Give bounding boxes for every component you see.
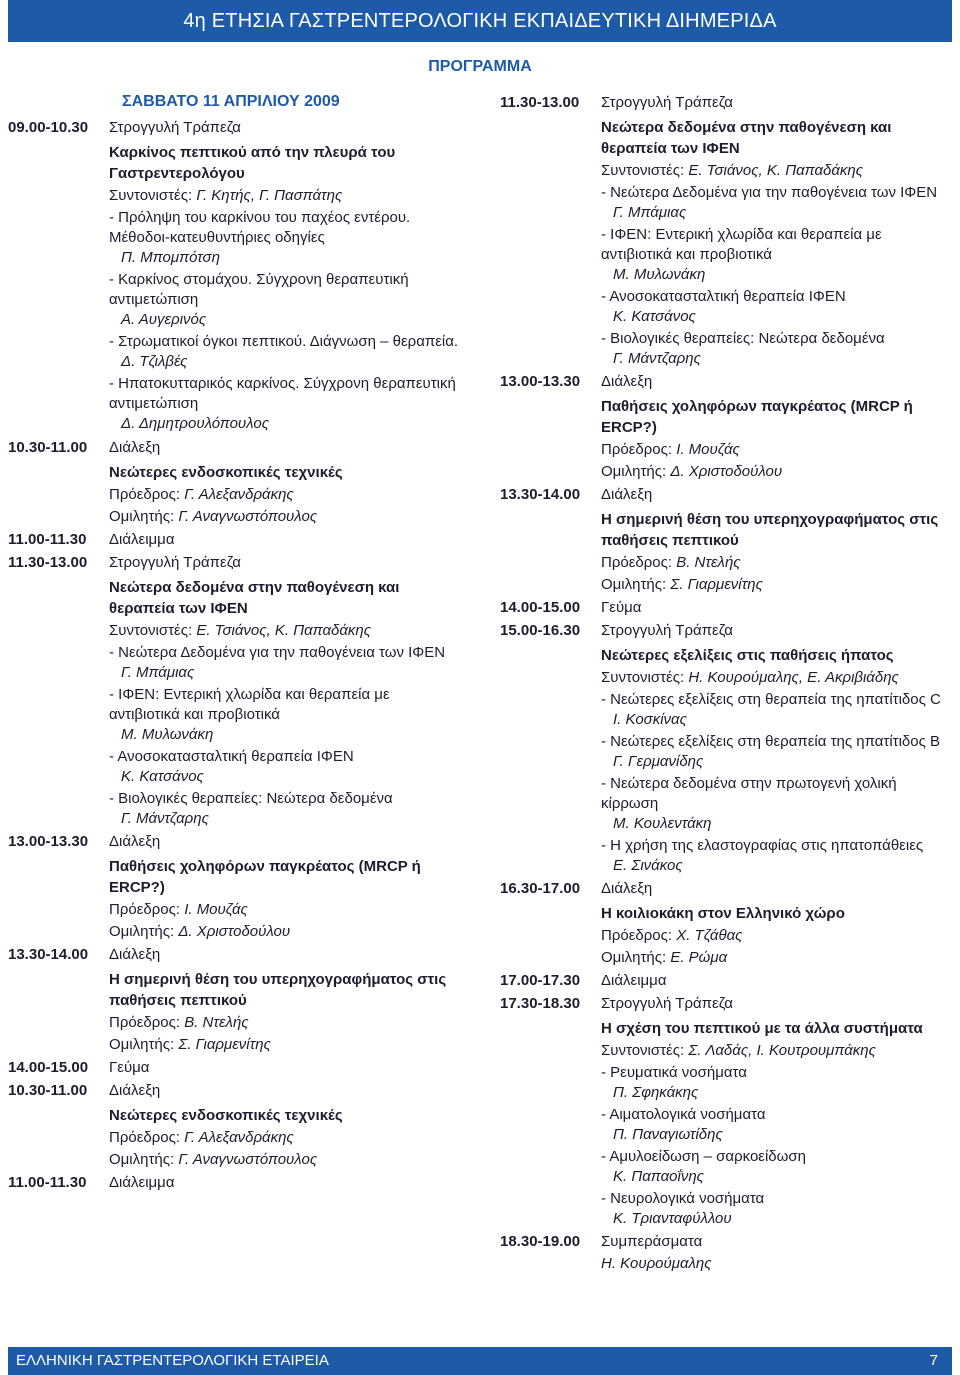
session-type: Στρογγυλή Τράπεζα: [601, 622, 733, 639]
session-body: [601, 879, 954, 968]
role-name: Β. Ντελής: [184, 1014, 249, 1031]
session-body: [601, 598, 954, 618]
talk-item: [109, 747, 464, 787]
talk-item: [109, 270, 464, 330]
role-name: Ι. Μουζάς: [184, 901, 248, 918]
role-label: Ομιλητής:: [601, 463, 667, 480]
session-body: [601, 93, 954, 369]
time-slot: 14.00-15.00: [500, 599, 581, 616]
role-name: Δ. Χριστοδούλου: [178, 923, 291, 940]
schedule-entry: [8, 832, 464, 942]
session-title: Η σημερινή θέση του υπερηχογραφήματος στις παθήσεις πεπτικού: [601, 511, 939, 549]
time-slot: 13.00-13.30: [500, 373, 581, 390]
session-body: [601, 971, 954, 991]
talk-item: [601, 836, 954, 876]
talk-item: [601, 732, 954, 772]
session-type: Συμπεράσματα: [601, 1233, 703, 1250]
talk-title: - Πρόληψη του καρκίνου του παχέος εντέρου. Μέθοδοι-κατευθυντήριες οδηγίες: [109, 209, 411, 246]
talk-speaker: Κ. Κατσάνος: [613, 308, 696, 325]
talk-title: - ΙΦΕΝ: Εντερική χλωρίδα και θεραπεία με αντιβιοτικά και προβιοτικά: [109, 686, 390, 723]
session-type: Στρογγυλή Τράπεζα: [109, 554, 241, 571]
session-body: [109, 553, 464, 829]
session-body: [109, 118, 464, 434]
session-type: Διάλεξη: [601, 486, 653, 503]
time-slot: 09.00-10.30: [8, 119, 89, 136]
talk-item: [601, 774, 954, 834]
session-body: [109, 1081, 464, 1170]
schedule-entry: [8, 118, 464, 434]
talk-title: - ΙΦΕΝ: Εντερική χλωρίδα και θεραπεία με αντιβιοτικά και προβιοτικά: [601, 226, 882, 263]
time-slot: 13.30-14.00: [500, 486, 581, 503]
session-role: [109, 1128, 464, 1148]
talk-title: - Καρκίνος στομάχου. Σύγχρονη θεραπευτική αντιμετώπιση: [109, 271, 409, 308]
role-name: Ε. Τσιάνος, Κ. Παπαδάκης: [688, 162, 864, 179]
talk-item: [601, 1147, 954, 1187]
talk-speaker: Ε. Σινάκος: [613, 857, 683, 874]
role-name: Β. Ντελής: [676, 554, 741, 571]
talk-speaker: Π. Παναγιωτίδης: [613, 1126, 723, 1143]
talk-title: - Βιολογικές θεραπείες: Νεώτερα δεδομένα: [109, 790, 393, 807]
role-label: Ομιλητής:: [109, 923, 175, 940]
role-name: Γ. Αλεξανδράκης: [184, 1129, 294, 1146]
talk-speaker: Π. Σφηκάκης: [613, 1084, 699, 1101]
schedule-entry: [8, 553, 464, 829]
time-slot: 11.30-13.00: [500, 94, 580, 111]
session-type: Διάλεξη: [109, 439, 161, 456]
talk-item: [601, 1189, 954, 1229]
session-title: Καρκίνος πεπτικού από την πλευρά του Γαστρεντερολόγου: [109, 144, 396, 182]
session-body: [601, 994, 954, 1229]
talk-title: - Ανοσοκατασταλτική θεραπεία ΙΦΕΝ: [109, 748, 354, 765]
right-column: [500, 93, 954, 1274]
session-type: Διάλειμμα: [109, 1174, 175, 1191]
session-type: Διάλεξη: [601, 880, 653, 897]
role-name: Γ. Αλεξανδράκης: [184, 486, 294, 503]
role-label: Πρόεδρος:: [109, 1014, 181, 1031]
time-slot: 14.00-15.00: [8, 1059, 89, 1076]
time-slot: 18.30-19.00: [500, 1233, 581, 1250]
session-title: Νεώτερα δεδομένα στην παθογένεση και θεραπεία των ΙΦΕΝ: [109, 579, 400, 617]
session-role: [601, 161, 954, 181]
role-name: Η. Κουρούμαλης, Ε. Ακριβιάδης: [688, 669, 899, 686]
session-type: Στρογγυλή Τράπεζα: [601, 94, 733, 111]
time-slot: 10.30-11.00: [8, 439, 88, 456]
talk-item: [109, 789, 464, 829]
schedule-entry: [500, 994, 954, 1229]
talk-speaker: Γ. Μπάμιας: [121, 664, 195, 681]
role-name: Ε. Τσιάνος, Κ. Παπαδάκης: [196, 622, 372, 639]
schedule-entry: [8, 1081, 464, 1170]
role-label: Πρόεδρος:: [601, 554, 673, 571]
session-type: Στρογγυλή Τράπεζα: [109, 119, 241, 136]
session-title: Η σημερινή θέση του υπερηχογραφήματος στις παθήσεις πεπτικού: [109, 971, 447, 1009]
session-title: Νεώτερα δεδομένα στην παθογένεση και θεραπεία των ΙΦΕΝ: [601, 119, 892, 157]
day-heading: ΣΑΒΒΑΤΟ 11 ΑΠΡΙΛΙΟΥ 2009: [122, 93, 340, 110]
session-role: [601, 462, 954, 482]
role-name: Σ. Λαδάς, Ι. Κουτρουμπάκης: [688, 1042, 876, 1059]
talk-item: [601, 1063, 954, 1103]
session-body: [601, 485, 954, 595]
talk-item: [601, 183, 954, 223]
talk-title: - Νεώτερες εξελίξεις στη θεραπεία της ηπατίτιδος C: [601, 691, 941, 708]
talk-speaker: Κ. Κατσάνος: [121, 768, 204, 785]
page-number: 7: [929, 1352, 938, 1369]
talk-title: - Νεώτερες εξελίξεις στη θεραπεία της ηπατίτιδος B: [601, 733, 941, 750]
talk-item: [601, 287, 954, 327]
role-label: Συντονιστές:: [109, 622, 193, 639]
time-slot: 15.00-16.30: [500, 622, 581, 639]
session-role: [601, 948, 954, 968]
session-role: [109, 621, 464, 641]
talk-title: - Ανοσοκατασταλτική θεραπεία ΙΦΕΝ: [601, 288, 846, 305]
session-type: Διάλεξη: [109, 833, 161, 850]
talk-item: [109, 208, 464, 268]
session-role: [109, 507, 464, 527]
talk-speaker: Ι. Κοσκίνας: [613, 711, 687, 728]
talk-title: - Νεώτερα δεδομένα στην πρωτογενή χολική κίρρωση: [601, 775, 897, 812]
role-name: Ι. Μουζάς: [676, 441, 740, 458]
session-role: [601, 440, 954, 460]
time-slot: 11.30-13.00: [8, 554, 88, 571]
talk-speaker: Α. Αυγερινός: [121, 311, 207, 328]
session-type: Γεύμα: [601, 599, 642, 616]
talk-speaker: Δ. Δημητρουλόπουλος: [121, 415, 269, 432]
talk-title: - Νευρολογικά νοσήματα: [601, 1190, 765, 1207]
talk-title: - Ρευματικά νοσήματα: [601, 1064, 747, 1081]
session-title: Παθήσεις χοληφόρων παγκρέατος (MRCP ή ERCP?): [109, 858, 421, 896]
session-role: [601, 575, 954, 595]
time-slot: 13.00-13.30: [8, 833, 89, 850]
session-role: [601, 553, 954, 573]
session-type: Στρογγυλή Τράπεζα: [601, 995, 733, 1012]
session-body: [601, 621, 954, 876]
session-title: Παθήσεις χοληφόρων παγκρέατος (MRCP ή ERCP?): [601, 398, 913, 436]
schedule-entry: [500, 93, 954, 369]
talk-speaker: Δ. Τζιλβές: [121, 353, 188, 370]
talk-speaker: Γ. Μπάμιας: [613, 204, 687, 221]
schedule-entry: [8, 530, 464, 550]
session-type: Διάλεξη: [601, 373, 653, 390]
program-heading: ΠΡΟΓΡΑΜΜΑ: [428, 58, 532, 75]
session-role: [601, 668, 954, 688]
session-title: Νεώτερες εξελίξεις στις παθήσεις ήπατος: [601, 647, 894, 664]
schedule-entry: [8, 438, 464, 527]
role-label: Πρόεδρος:: [109, 1129, 181, 1146]
session-role: [601, 926, 954, 946]
schedule-entry: [500, 971, 954, 991]
session-body: [601, 1232, 954, 1274]
talk-title: - Αιματολογικά νοσήματα: [601, 1106, 766, 1123]
session-type: Διάλειμμα: [109, 531, 175, 548]
schedule-entry: [8, 1058, 464, 1078]
talk-title: - Νεώτερα Δεδομένα για την παθογένεια των ΙΦΕΝ: [601, 184, 938, 201]
time-slot: 11.00-11.30: [8, 531, 87, 548]
role-label: Ομιλητής:: [109, 1036, 175, 1053]
role-label: Πρόεδρος:: [601, 927, 673, 944]
session-role: [109, 1150, 464, 1170]
schedule-entry: [500, 485, 954, 595]
session-body: [109, 1058, 464, 1078]
talk-title: - Βιολογικές θεραπείες: Νεώτερα δεδομένα: [601, 330, 885, 347]
talk-title: - Στρωματικοί όγκοι πεπτικού. Διάγνωση – θεραπεία.: [109, 333, 459, 350]
role-label: Συντονιστές:: [601, 669, 685, 686]
talk-speaker: Π. Μπομπότση: [121, 249, 220, 266]
session-type: Γεύμα: [109, 1059, 150, 1076]
footer-organization: ΕΛΛΗΝΙΚΗ ΓΑΣΤΡΕΝΤΕΡΟΛΟΓΙΚΗ ΕΤΑΙΡΕΙΑ: [16, 1352, 329, 1369]
session-role: [601, 1254, 954, 1274]
session-role: [109, 900, 464, 920]
role-name: Γ. Αναγνωστόπουλος: [178, 508, 318, 525]
role-label: Πρόεδρος:: [109, 486, 181, 503]
session-title: Νεώτερες ενδοσκοπικές τεχνικές: [109, 1107, 343, 1124]
talk-item: [109, 332, 464, 372]
talk-title: - Νεώτερα Δεδομένα για την παθογένεια των ΙΦΕΝ: [109, 644, 446, 661]
session-body: [109, 530, 464, 550]
talk-speaker: Κ. Παπαοΐνης: [613, 1168, 704, 1185]
talk-item: [601, 1105, 954, 1145]
talk-speaker: Μ. Κουλεντάκη: [613, 815, 712, 832]
role-name: Ε. Ρώμα: [670, 949, 728, 966]
talk-speaker: Γ. Μάντζαρης: [121, 810, 209, 827]
talk-speaker: Μ. Μυλωνάκη: [121, 726, 214, 743]
session-role: [109, 1013, 464, 1033]
role-name: Η. Κουρούμαλης: [601, 1255, 712, 1272]
talk-speaker: Κ. Τριανταφύλλου: [613, 1210, 732, 1227]
session-body: [109, 438, 464, 527]
talk-speaker: Γ. Γερμανίδης: [613, 753, 704, 770]
document-title: 4η ΕΤΗΣΙΑ ΓΑΣΤΡΕΝΤΕΡΟΛΟΓΙΚΗ ΕΚΠΑΙΔΕΥΤΙΚΗ ΔΙΗΜΕΡΙΔΑ: [183, 10, 777, 32]
session-title: Η σχέση του πεπτικού με τα άλλα συστήματα: [601, 1020, 923, 1037]
role-name: Χ. Τζάθας: [676, 927, 743, 944]
session-role: [601, 1041, 954, 1061]
role-label: Ομιλητής:: [109, 1151, 175, 1168]
time-slot: 16.30-17.00: [500, 880, 581, 897]
schedule-entry: [500, 621, 954, 876]
talk-item: [109, 643, 464, 683]
left-column: [8, 93, 464, 1193]
session-role: [109, 186, 464, 206]
session-type: Διάλεξη: [109, 1082, 161, 1099]
time-slot: 13.30-14.00: [8, 946, 89, 963]
role-label: Συντονιστές:: [601, 1042, 685, 1059]
session-body: [109, 832, 464, 942]
role-name: Σ. Γιαρμενίτης: [670, 576, 763, 593]
session-body: [109, 1173, 464, 1193]
role-label: Ομιλητής:: [109, 508, 175, 525]
session-title: Η κοιλιοκάκη στον Ελληνικό χώρο: [601, 905, 845, 922]
talk-item: [109, 685, 464, 745]
talk-item: [601, 329, 954, 369]
role-label: Συντονιστές:: [601, 162, 685, 179]
session-body: [601, 372, 954, 482]
role-label: Ομιλητής:: [601, 576, 667, 593]
talk-speaker: Γ. Μάντζαρης: [613, 350, 701, 367]
role-name: Σ. Γιαρμενίτης: [178, 1036, 271, 1053]
talk-title: - Ηπατοκυτταρικός καρκίνος. Σύγχρονη θεραπευτική αντιμετώπιση: [109, 375, 456, 412]
schedule-entry: [8, 945, 464, 1055]
schedule-entry: [500, 879, 954, 968]
session-title: Νεώτερες ενδοσκοπικές τεχνικές: [109, 464, 343, 481]
session-body: [109, 945, 464, 1055]
talk-speaker: Μ. Μυλωνάκη: [613, 266, 706, 283]
time-slot: 17.30-18.30: [500, 995, 581, 1012]
schedule-entry: [500, 598, 954, 618]
time-slot: 17.00-17.30: [500, 972, 581, 989]
session-role: [109, 922, 464, 942]
talk-item: [109, 374, 464, 434]
schedule-entry: [500, 1232, 954, 1274]
role-name: Γ. Αναγνωστόπουλος: [178, 1151, 318, 1168]
session-role: [109, 1035, 464, 1055]
role-label: Πρόεδρος:: [109, 901, 181, 918]
footer-bar: [8, 1347, 952, 1375]
talk-title: - Αμυλοείδωση – σαρκοείδωση: [601, 1148, 806, 1165]
time-slot: 10.30-11.00: [8, 1082, 88, 1099]
talk-title: - Η χρήση της ελαστογραφίας στις ηπατοπάθειες: [601, 837, 924, 854]
role-name: Δ. Χριστοδούλου: [670, 463, 783, 480]
header-banner: [8, 0, 952, 42]
role-label: Ομιλητής:: [601, 949, 667, 966]
schedule-entry: [8, 1173, 464, 1193]
session-type: Διάλεξη: [109, 946, 161, 963]
role-label: Πρόεδρος:: [601, 441, 673, 458]
role-label: Συντονιστές:: [109, 187, 193, 204]
role-name: Γ. Κητής, Γ. Πασπάτης: [196, 187, 343, 204]
talk-item: [601, 690, 954, 730]
time-slot: 11.00-11.30: [8, 1174, 87, 1191]
schedule-entry: [500, 372, 954, 482]
session-role: [109, 485, 464, 505]
talk-item: [601, 225, 954, 285]
session-type: Διάλειμμα: [601, 972, 667, 989]
